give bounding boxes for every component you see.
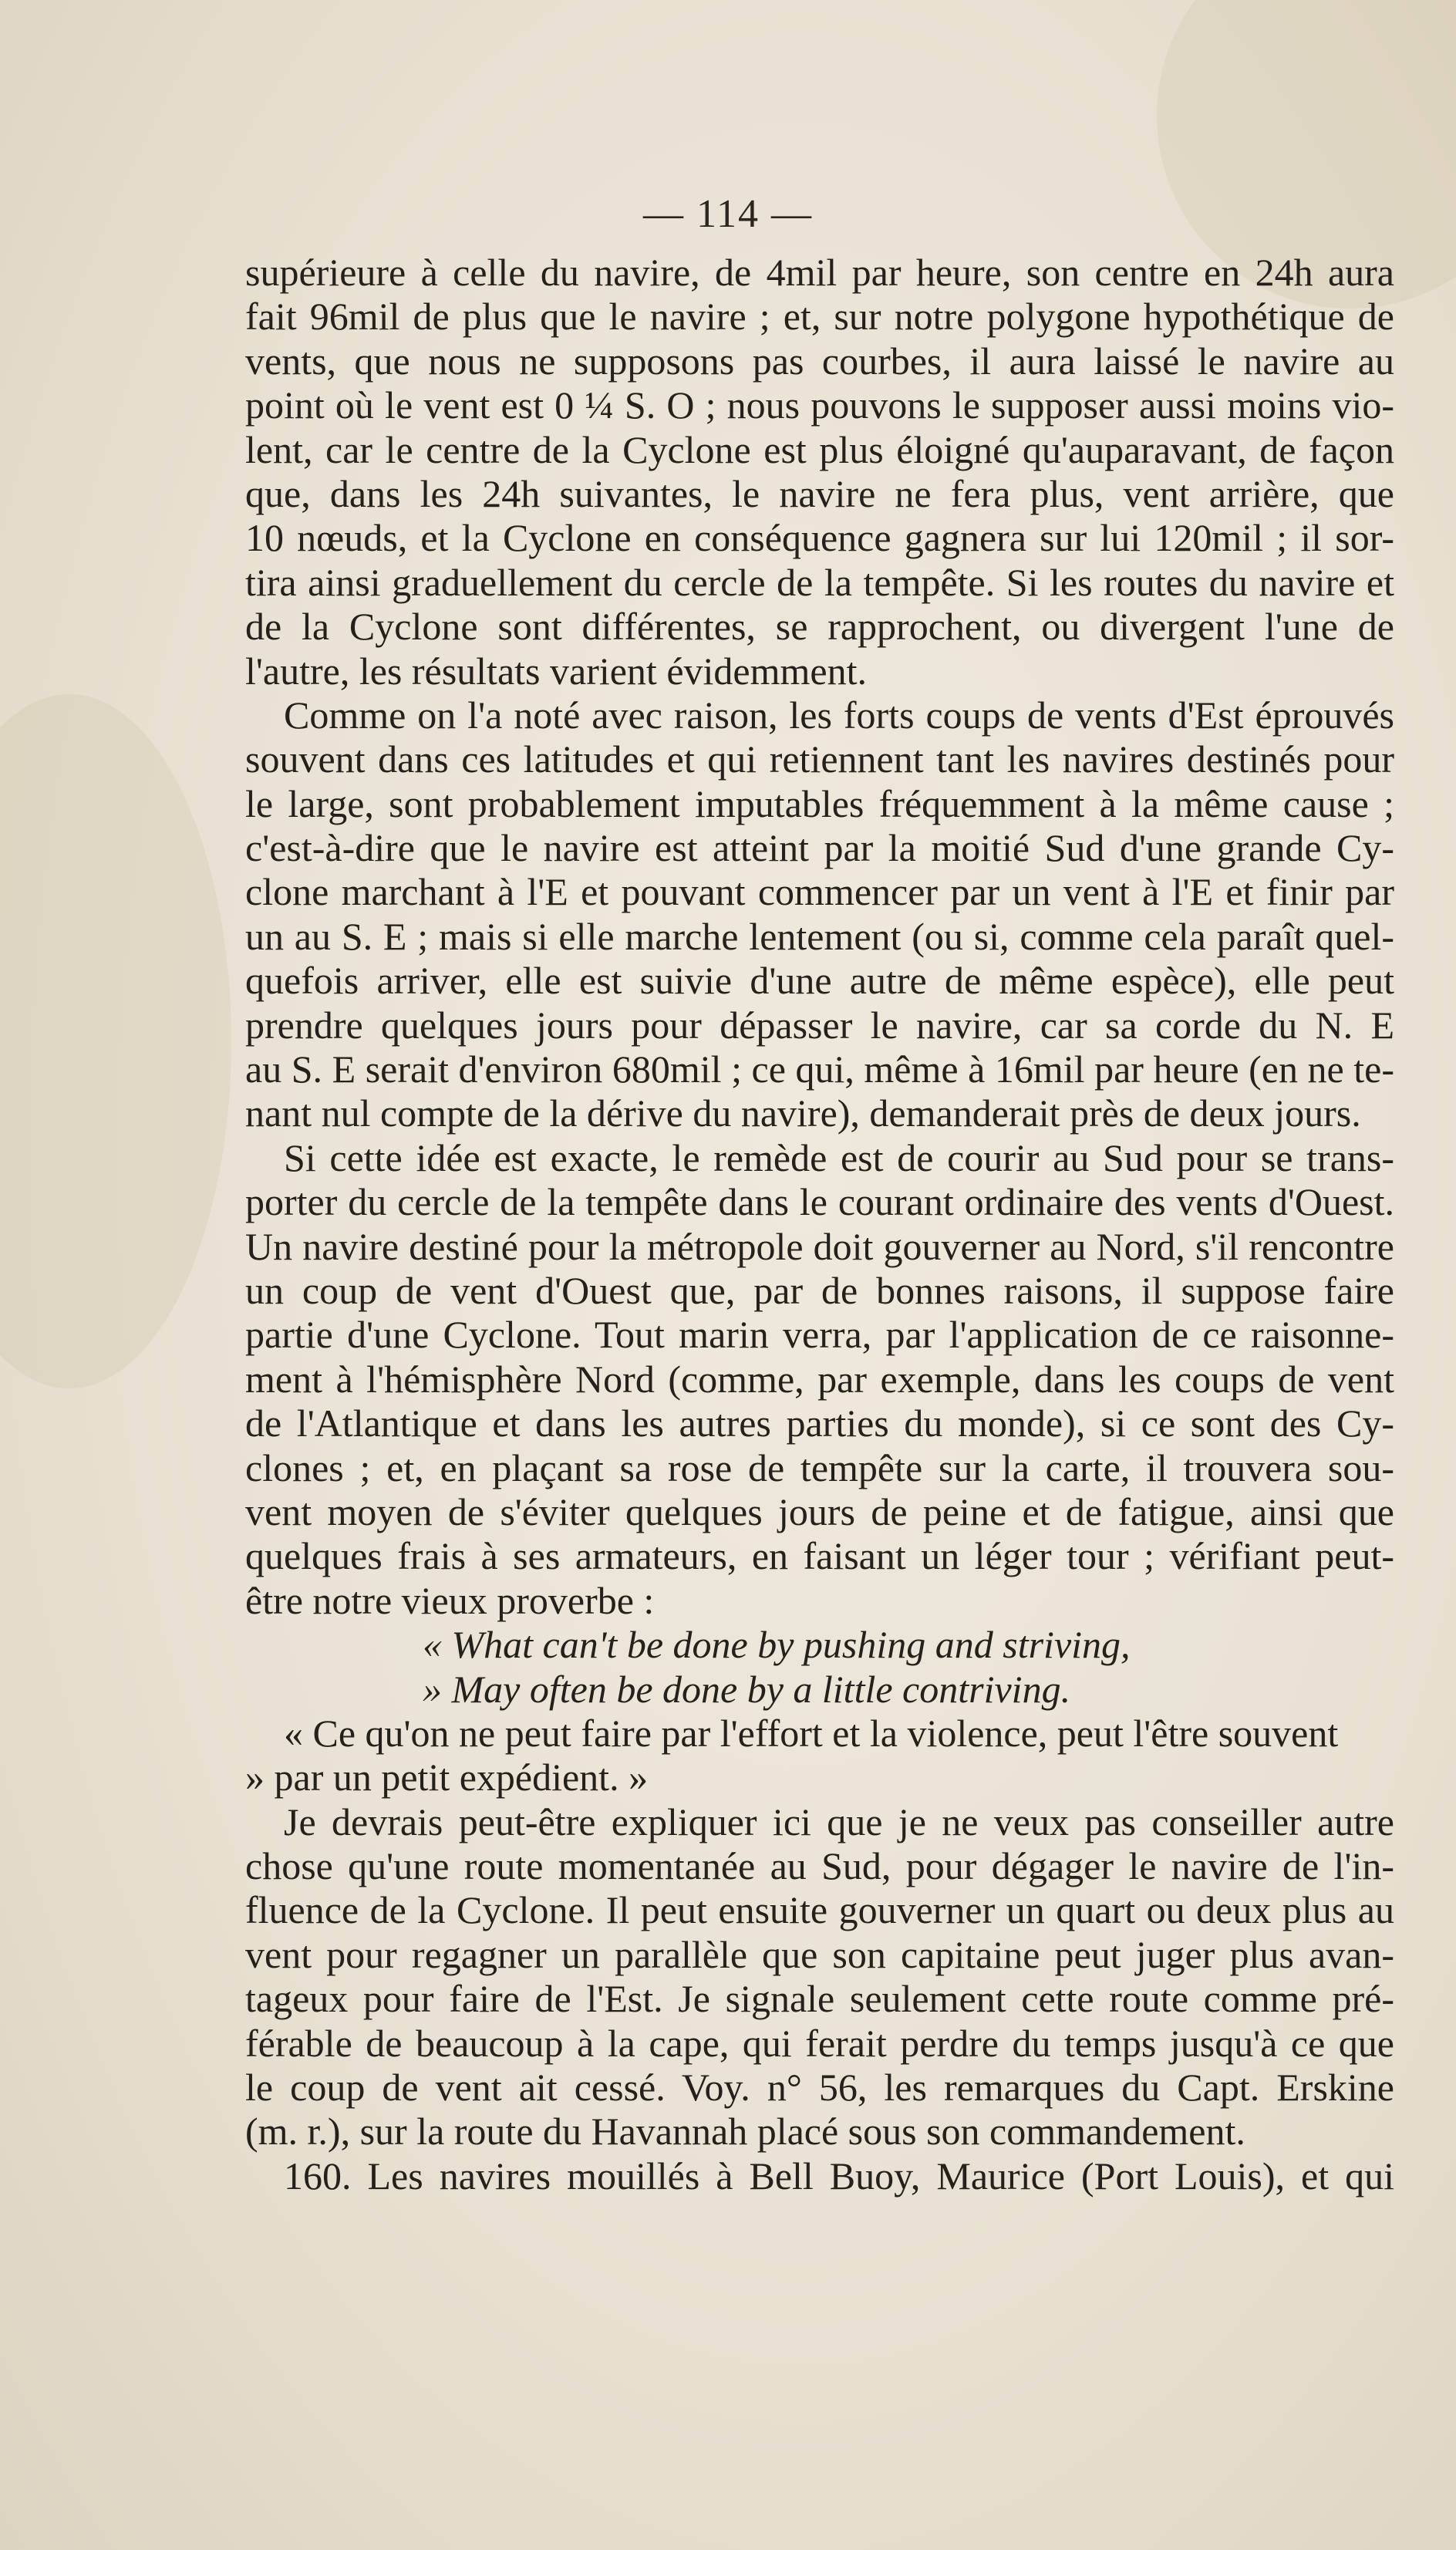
- text-line: Si cette idée est exacte, le remède est de courir au Sud pour se trans-: [284, 1135, 1394, 1179]
- text-line: un coup de vent d'Ouest que, par de bonnes raisons, il suppose faire: [245, 1268, 1394, 1312]
- text-line: « What can't be done by pushing and striving,: [423, 1623, 1131, 1667]
- text-line: (m. r.), sur la route du Havannah placé sous son commandement.: [245, 2110, 1245, 2154]
- text-line: Je devrais peut-être expliquer ici que je ne veux pas conseiller autre: [284, 1800, 1394, 1843]
- text-line: c'est-à-dire que le navire est atteint par la moitié Sud d'une grande Cy-: [245, 826, 1394, 870]
- text-line: ment à l'hémisphère Nord (comme, par exemple, dans les coups de vent: [245, 1357, 1394, 1401]
- text-line: souvent dans ces latitudes et qui retiennent tant les navires destinés pour: [245, 737, 1394, 781]
- text-line: le large, sont probablement imputables fréquemment à la même cause ;: [245, 781, 1394, 825]
- text-line: fluence de la Cyclone. Il peut ensuite gouverner un quart ou deux plus au: [245, 1888, 1394, 1932]
- text-line: » May often be done by a little contriving.: [423, 1667, 1071, 1711]
- text-line: partie d'une Cyclone. Tout marin verra, par l'application de ce raisonne-: [245, 1313, 1394, 1357]
- text-line: tageux pour faire de l'Est. Je signale seulement cette route comme pré-: [245, 1977, 1394, 2021]
- text-line: être notre vieux proverbe :: [245, 1578, 655, 1622]
- text-line: nant nul compte de la dérive du navire), demanderait près de deux jours.: [245, 1091, 1361, 1135]
- text-line: quefois arriver, elle est suivie d'une autre de même espèce), elle peut: [245, 959, 1394, 1003]
- page-number: — 114 —: [642, 192, 814, 236]
- text-line: Un navire destiné pour la métropole doit gouverner au Nord, s'il rencontre: [245, 1224, 1394, 1268]
- text-line: porter du cercle de la tempête dans le courant ordinaire des vents d'Ouest.: [245, 1180, 1394, 1224]
- text-line: l'autre, les résultats varient évidemment.: [245, 649, 867, 693]
- text-line: supérieure à celle du navire, de 4mil par heure, son centre en 24h aura: [245, 251, 1394, 294]
- paper-stain: [0, 694, 231, 1388]
- text-line: clone marchant à l'E et pouvant commencer par un vent à l'E et finir par: [245, 870, 1394, 914]
- text-line: fait 96mil de plus que le navire ; et, sur notre polygone hypothétique de: [245, 295, 1394, 339]
- text-line: » par un petit expédient. »: [245, 1756, 649, 1800]
- text-line: un au S. E ; mais si elle marche lentement (ou si, comme cela paraît quel-: [245, 914, 1394, 958]
- text-line: quelques frais à ses armateurs, en faisant un léger tour ; vérifiant peut-: [245, 1534, 1394, 1578]
- text-line: vent pour regagner un parallèle que son capitaine peut juger plus avan-: [245, 1932, 1394, 1976]
- text-line: férable de beaucoup à la cape, qui ferait perdre du temps jusqu'à ce que: [245, 2021, 1394, 2065]
- text-line: 160. Les navires mouillés à Bell Buoy, Maurice (Port Louis), et qui: [284, 2154, 1394, 2198]
- text-line: vents, que nous ne supposons pas courbes, il aura laissé le navire au: [245, 339, 1394, 383]
- text-line: vent moyen de s'éviter quelques jours de peine et de fatigue, ainsi que: [245, 1489, 1394, 1533]
- text-line: 10 nœuds, et la Cyclone en conséquence gagnera sur lui 120mil ; il sor-: [245, 516, 1394, 560]
- text-line: point où le vent est 0 ¼ S. O ; nous pouvons le supposer aussi moins vio-: [245, 383, 1394, 427]
- text-line: tira ainsi graduellement du cercle de la tempête. Si les routes du navire et: [245, 560, 1394, 604]
- text-line: prendre quelques jours pour dépasser le navire, car sa corde du N. E: [245, 1003, 1394, 1047]
- text-line: « Ce qu'on ne peut faire par l'effort et la violence, peut l'être souvent: [284, 1711, 1339, 1755]
- text-line: de l'Atlantique et dans les autres parties du monde), si ce sont des Cy-: [245, 1401, 1394, 1445]
- text-line: Comme on l'a noté avec raison, les forts coups de vents d'Est éprouvés: [284, 693, 1394, 737]
- text-line: lent, car le centre de la Cyclone est plus éloigné qu'auparavant, de façon: [245, 427, 1394, 471]
- text-line: chose qu'une route momentanée au Sud, pour dégager le navire de l'in-: [245, 1844, 1394, 1888]
- text-line: que, dans les 24h suivantes, le navire ne fera plus, vent arrière, que: [245, 471, 1394, 515]
- text-line: de la Cyclone sont différentes, se rapprochent, ou divergent l'une de: [245, 605, 1394, 649]
- text-line: le coup de vent ait cessé. Voy. n° 56, les remarques du Capt. Erskine: [245, 2066, 1394, 2110]
- body-text: [245, 251, 1394, 2198]
- text-line: au S. E serait d'environ 680mil ; ce qui, même à 16mil par heure (en ne te-: [245, 1047, 1394, 1091]
- text-line: clones ; et, en plaçant sa rose de tempête sur la carte, il trouvera sou-: [245, 1445, 1394, 1489]
